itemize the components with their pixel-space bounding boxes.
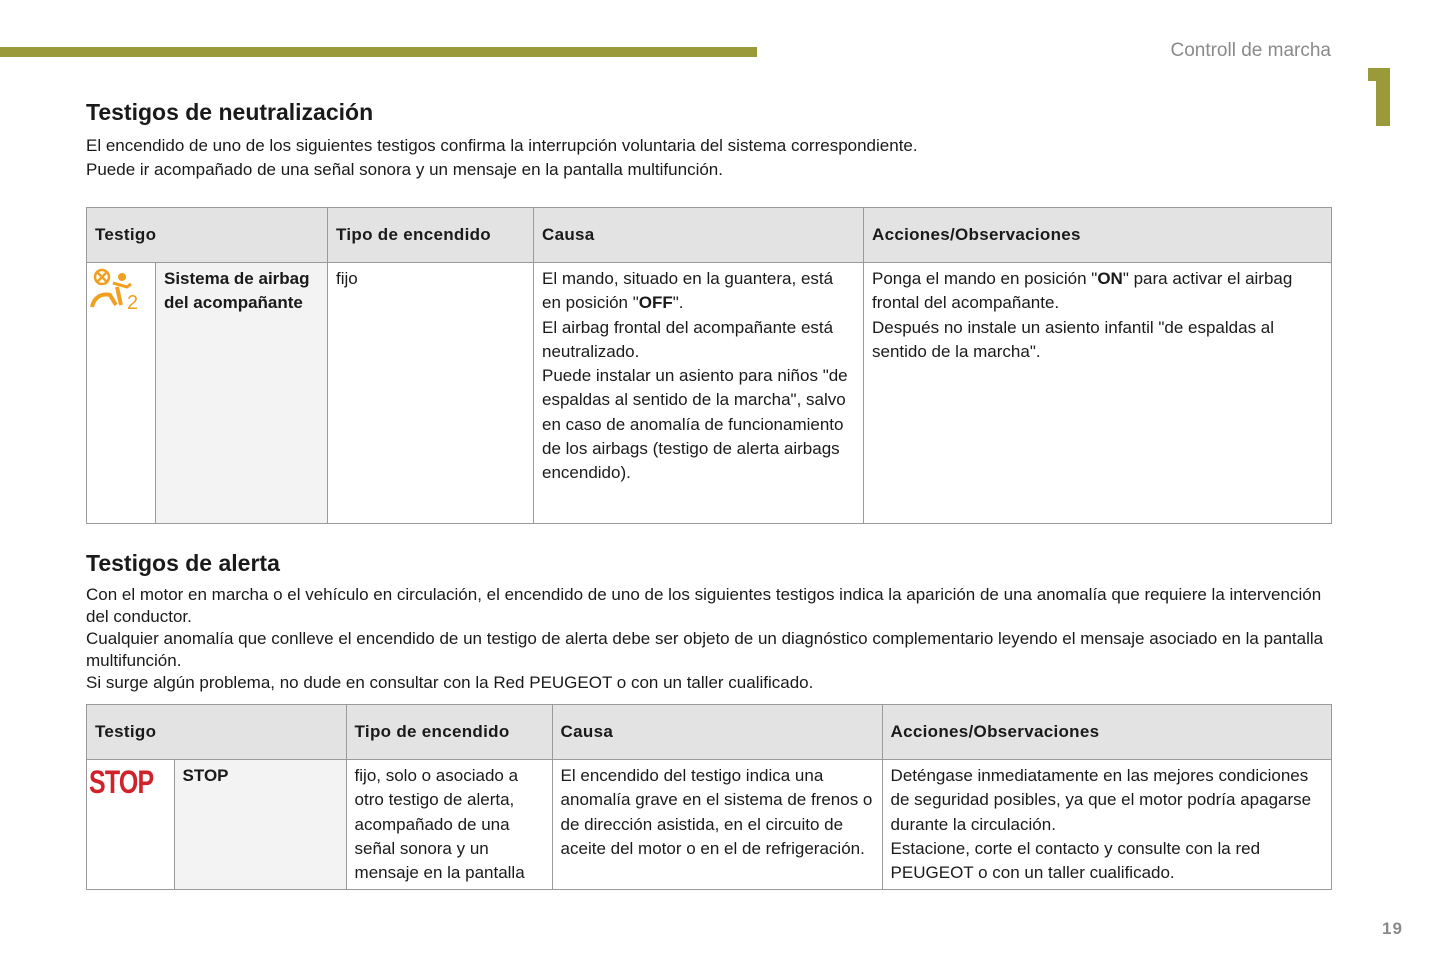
col-testigo: Testigo — [87, 705, 347, 760]
alert-intro-1: Con el motor en marcha o el vehículo en circulación, el encendido de uno de los siguientes testigos indica la aparición de una anomalía que requiere la intervención del conductor. — [86, 585, 1322, 626]
alert-title: Testigos de alerta — [86, 550, 280, 576]
causa-text: ". — [672, 293, 684, 313]
col-causa: Causa — [534, 208, 864, 263]
col-causa: Causa — [552, 705, 882, 760]
acciones-text: Deténgase inmediatamente en las mejores condiciones de seguridad posibles, ya que el motor podría apagarse durante la circulación. — [890, 766, 1312, 834]
causa-text: Puede instalar un asiento para niños "de espaldas al sentido de la marcha", salvo en caso de anomalía de funcionamiento de los airbags (testigo de alerta airbags encendido). — [542, 366, 848, 483]
alert-intro-3: Si surge algún problema, no dude en consultar con la Red PEUGEOT o con un taller cualificado. — [86, 673, 814, 692]
col-tipo: Tipo de encendido — [328, 208, 534, 263]
col-tipo: Tipo de encendido — [346, 705, 552, 760]
off-label: OFF — [638, 293, 673, 313]
chapter-number — [1368, 66, 1394, 126]
acciones-text: Ponga el mando en posición " — [872, 269, 1098, 288]
causa-text: El mando, situado en la guantera, está en posición " — [542, 269, 834, 313]
testigo-label: STOP — [174, 760, 346, 890]
stop-icon: STOP — [89, 764, 154, 800]
acciones-cell — [882, 760, 1331, 890]
acciones-text: Después no instale un asiento infantil "de espaldas al sentido de la marcha". — [872, 317, 1275, 361]
icon-cell — [87, 263, 156, 524]
acciones-text: " para activar el airbag frontal del acompañante. — [872, 269, 1293, 313]
alert-intro-2: Cualquier anomalía que conlleve el encendido de un testigo de alerta debe ser objeto de un diagnóstico complementario leyendo el mensaje asociado en la pantalla multifunción. — [86, 629, 1324, 670]
neutral-intro-1: El encendido de uno de los siguientes testigos confirma la interrupción voluntaria del sistema correspondiente. — [86, 136, 918, 155]
causa-text: El airbag frontal del acompañante está neutralizado. — [542, 317, 834, 361]
on-label: ON — [1097, 269, 1123, 288]
neutral-table — [86, 207, 1332, 524]
svg-text:2: 2 — [127, 292, 139, 311]
icon-cell — [87, 760, 175, 890]
page-number: 19 — [1382, 919, 1403, 938]
tipo-cell: fijo, solo o asociado a otro testigo de alerta, acompañado de una señal sonora y un mensaje en la pantalla — [346, 760, 552, 890]
section-title: Controll de marcha — [1170, 40, 1331, 61]
col-acciones: Acciones/Observaciones — [864, 208, 1332, 263]
table-header — [87, 705, 1332, 760]
alert-table — [86, 704, 1332, 890]
table-header — [87, 208, 1332, 263]
causa-cell — [534, 263, 864, 524]
neutral-title: Testigos de neutralización — [86, 99, 374, 125]
table-row — [87, 263, 1332, 524]
acciones-cell — [864, 263, 1332, 524]
neutral-intro-2: Puede ir acompañado de una señal sonora y un mensaje en la pantalla multifunción. — [86, 160, 723, 179]
table-row — [87, 760, 1332, 890]
col-acciones: Acciones/Observaciones — [882, 705, 1331, 760]
testigo-label: Sistema de airbag del acompañante — [156, 263, 328, 524]
acciones-text: Estacione, corte el contacto y consulte con la red PEUGEOT o con un taller cualificado. — [890, 838, 1261, 883]
causa-cell: El encendido del testigo indica una anomalía grave en el sistema de frenos o de dirección asistida, en el circuito de aceite del motor o en el de refrigeración. — [552, 760, 882, 890]
col-testigo: Testigo — [87, 208, 328, 263]
header-bar — [0, 47, 757, 57]
passenger-airbag-off-icon — [89, 267, 141, 311]
tipo-cell: fijo — [328, 263, 534, 524]
